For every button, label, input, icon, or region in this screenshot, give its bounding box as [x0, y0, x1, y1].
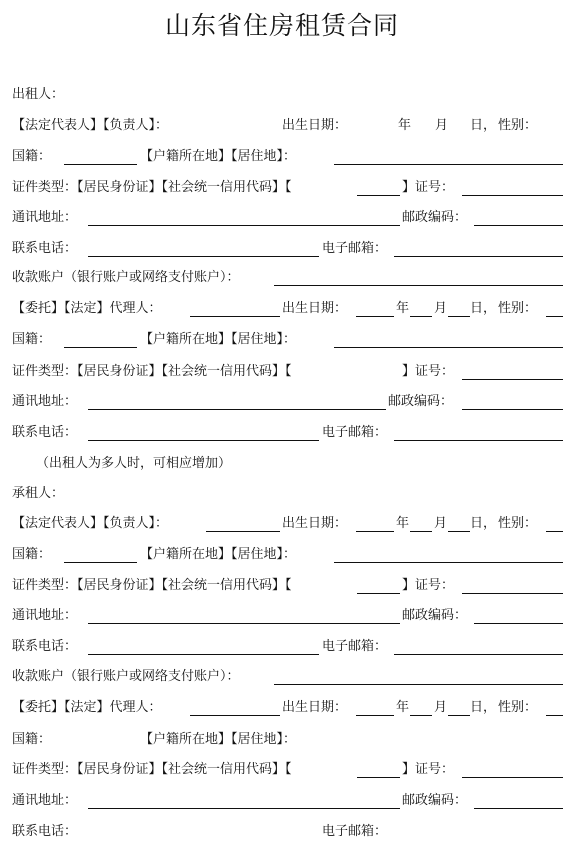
postcode-field[interactable]	[474, 225, 563, 226]
id-no-label: 】证号：	[402, 762, 455, 777]
agent-field[interactable]	[190, 316, 280, 317]
lessor-legal-rep-row	[0, 116, 564, 138]
email-label: 电子邮箱：	[322, 824, 388, 839]
phone-field[interactable]	[88, 654, 319, 655]
phone-field[interactable]	[88, 440, 319, 441]
gender-field[interactable]	[546, 715, 563, 716]
legal-rep-label: 【法定代表人】【负责人】：	[12, 516, 169, 531]
email-label: 电子邮箱：	[322, 639, 388, 654]
residence-label: 【户籍所在地】【居住地】：	[140, 732, 297, 747]
month-label: 月	[434, 700, 448, 715]
address-label: 通讯地址：	[12, 793, 78, 808]
day-label: 日，	[470, 118, 497, 133]
account-field[interactable]	[274, 684, 563, 685]
legal-rep-label: 【法定代表人】【负责人】：	[12, 118, 169, 133]
phone-label: 联系电话：	[12, 241, 78, 256]
email-field[interactable]	[394, 654, 563, 655]
nationality-label: 国籍：	[12, 547, 52, 562]
id-type-field[interactable]	[357, 593, 400, 594]
postcode-field[interactable]	[474, 623, 563, 624]
phone-label: 联系电话：	[12, 824, 78, 839]
multi-lessor-note: （出租人为多人时，可相应增加）	[36, 456, 232, 471]
month-label: 月	[434, 301, 448, 316]
gender-label: 性别：	[498, 700, 538, 715]
nationality-field[interactable]	[64, 562, 137, 563]
lessor-account-row	[0, 268, 564, 290]
gender-label: 性别：	[498, 516, 538, 531]
postcode-field[interactable]	[462, 409, 563, 410]
month-label: 月	[434, 516, 448, 531]
birth-label: 出生日期：	[282, 700, 348, 715]
residence-label: 【户籍所在地】【居住地】：	[140, 149, 297, 164]
email-label: 电子邮箱：	[322, 241, 388, 256]
lessee-agent-nationality-row	[0, 730, 564, 752]
lessor-phone-row	[0, 239, 564, 261]
lessor-agent-address-row	[0, 392, 564, 414]
lessee-agent-address-row	[0, 791, 564, 813]
residence-field[interactable]	[334, 562, 563, 563]
birth-label: 出生日期：	[282, 516, 348, 531]
nationality-label: 国籍：	[12, 149, 52, 164]
day-label: 日，	[470, 516, 497, 531]
birth-year-field[interactable]	[356, 316, 394, 317]
email-field[interactable]	[394, 440, 563, 441]
agent-field[interactable]	[190, 715, 280, 716]
lessor-nationality-row	[0, 147, 564, 169]
id-type-label: 证件类型：【居民身份证】【社会统一信用代码】【	[12, 364, 292, 379]
lessor-row	[0, 85, 564, 107]
postcode-field[interactable]	[474, 808, 563, 809]
address-field[interactable]	[88, 225, 400, 226]
year-label: 年	[396, 301, 410, 316]
id-no-field[interactable]	[462, 379, 563, 380]
residence-label: 【户籍所在地】【居住地】：	[140, 332, 297, 347]
postcode-label: 邮政编码：	[402, 608, 468, 623]
account-label: 收款账户（银行账户或网络支付账户）：	[12, 270, 240, 285]
id-no-label: 】证号：	[402, 364, 455, 379]
phone-label: 联系电话：	[12, 639, 78, 654]
email-label: 电子邮箱：	[322, 425, 388, 440]
gender-label: 性别：	[498, 118, 538, 133]
lessor-address-row	[0, 208, 564, 230]
postcode-label: 邮政编码：	[402, 210, 468, 225]
phone-field[interactable]	[88, 256, 319, 257]
lessee-id-row	[0, 576, 564, 598]
day-label: 日，	[470, 700, 497, 715]
account-field[interactable]	[274, 285, 563, 286]
lessor-label: 出租人：	[12, 87, 65, 102]
lessor-id-row	[0, 178, 564, 200]
nationality-label: 国籍：	[12, 332, 52, 347]
year-label: 年	[396, 700, 410, 715]
birth-label: 出生日期：	[282, 301, 348, 316]
id-no-field[interactable]	[462, 777, 563, 778]
nationality-field[interactable]	[64, 164, 137, 165]
contract-title: 山东省住房租赁合同	[164, 11, 399, 40]
lessor-agent-phone-row	[0, 423, 564, 445]
gender-field[interactable]	[546, 316, 563, 317]
nationality-label: 国籍：	[12, 732, 52, 747]
postcode-label: 邮政编码：	[388, 394, 454, 409]
gender-label: 性别：	[498, 301, 538, 316]
year-label: 年	[396, 516, 410, 531]
month-label: 月	[435, 118, 449, 133]
birth-year-field[interactable]	[356, 715, 394, 716]
id-no-field[interactable]	[462, 195, 563, 196]
phone-label: 联系电话：	[12, 425, 78, 440]
legal-rep-field[interactable]	[206, 531, 280, 532]
residence-field[interactable]	[334, 347, 563, 348]
agent-label: 【委托】【法定】代理人：	[12, 700, 162, 715]
birth-month-field[interactable]	[410, 715, 432, 716]
account-label: 收款账户（银行账户或网络支付账户）：	[12, 669, 240, 684]
lessee-nationality-row	[0, 545, 564, 567]
postcode-label: 邮政编码：	[402, 793, 468, 808]
lessee-phone-row	[0, 637, 564, 659]
id-type-field[interactable]	[357, 195, 400, 196]
lessee-label: 承租人：	[12, 486, 65, 501]
lessee-legal-rep-row	[0, 514, 564, 536]
address-label: 通讯地址：	[12, 210, 78, 225]
id-type-label: 证件类型：【居民身份证】【社会统一信用代码】【	[12, 180, 292, 195]
note-row	[0, 454, 564, 476]
lessee-row	[0, 484, 564, 506]
birth-day-field[interactable]	[448, 715, 470, 716]
birth-label: 出生日期：	[282, 118, 348, 133]
year-label: 年	[398, 118, 412, 133]
lessee-agent-phone-row	[0, 822, 564, 844]
lessee-account-row	[0, 667, 564, 689]
lessor-agent-nationality-row	[0, 330, 564, 352]
id-type-label: 证件类型：【居民身份证】【社会统一信用代码】【	[12, 578, 292, 593]
id-no-label: 】证号：	[402, 578, 455, 593]
residence-field[interactable]	[334, 164, 563, 165]
id-no-field[interactable]	[462, 593, 563, 594]
email-field[interactable]	[394, 256, 563, 257]
lessor-agent-id-row	[0, 362, 564, 384]
id-no-label: 】证号：	[402, 180, 455, 195]
lessee-address-row	[0, 606, 564, 628]
nationality-field[interactable]	[64, 347, 137, 348]
agent-label: 【委托】【法定】代理人：	[12, 301, 162, 316]
lessee-agent-id-row	[0, 760, 564, 782]
birth-month-field[interactable]	[410, 316, 432, 317]
day-label: 日，	[470, 301, 497, 316]
address-label: 通讯地址：	[12, 608, 78, 623]
lessee-agent-row	[0, 698, 564, 720]
birth-day-field[interactable]	[448, 316, 470, 317]
address-field[interactable]	[88, 808, 400, 809]
birth-year-field[interactable]	[356, 531, 394, 532]
lessor-agent-row	[0, 299, 564, 321]
address-field[interactable]	[88, 623, 400, 624]
birth-month-field[interactable]	[410, 531, 432, 532]
residence-label: 【户籍所在地】【居住地】：	[140, 547, 297, 562]
gender-field[interactable]	[546, 531, 563, 532]
id-type-field[interactable]	[357, 777, 400, 778]
birth-day-field[interactable]	[448, 531, 470, 532]
address-field[interactable]	[88, 409, 386, 410]
address-label: 通讯地址：	[12, 394, 78, 409]
id-type-label: 证件类型：【居民身份证】【社会统一信用代码】【	[12, 762, 292, 777]
